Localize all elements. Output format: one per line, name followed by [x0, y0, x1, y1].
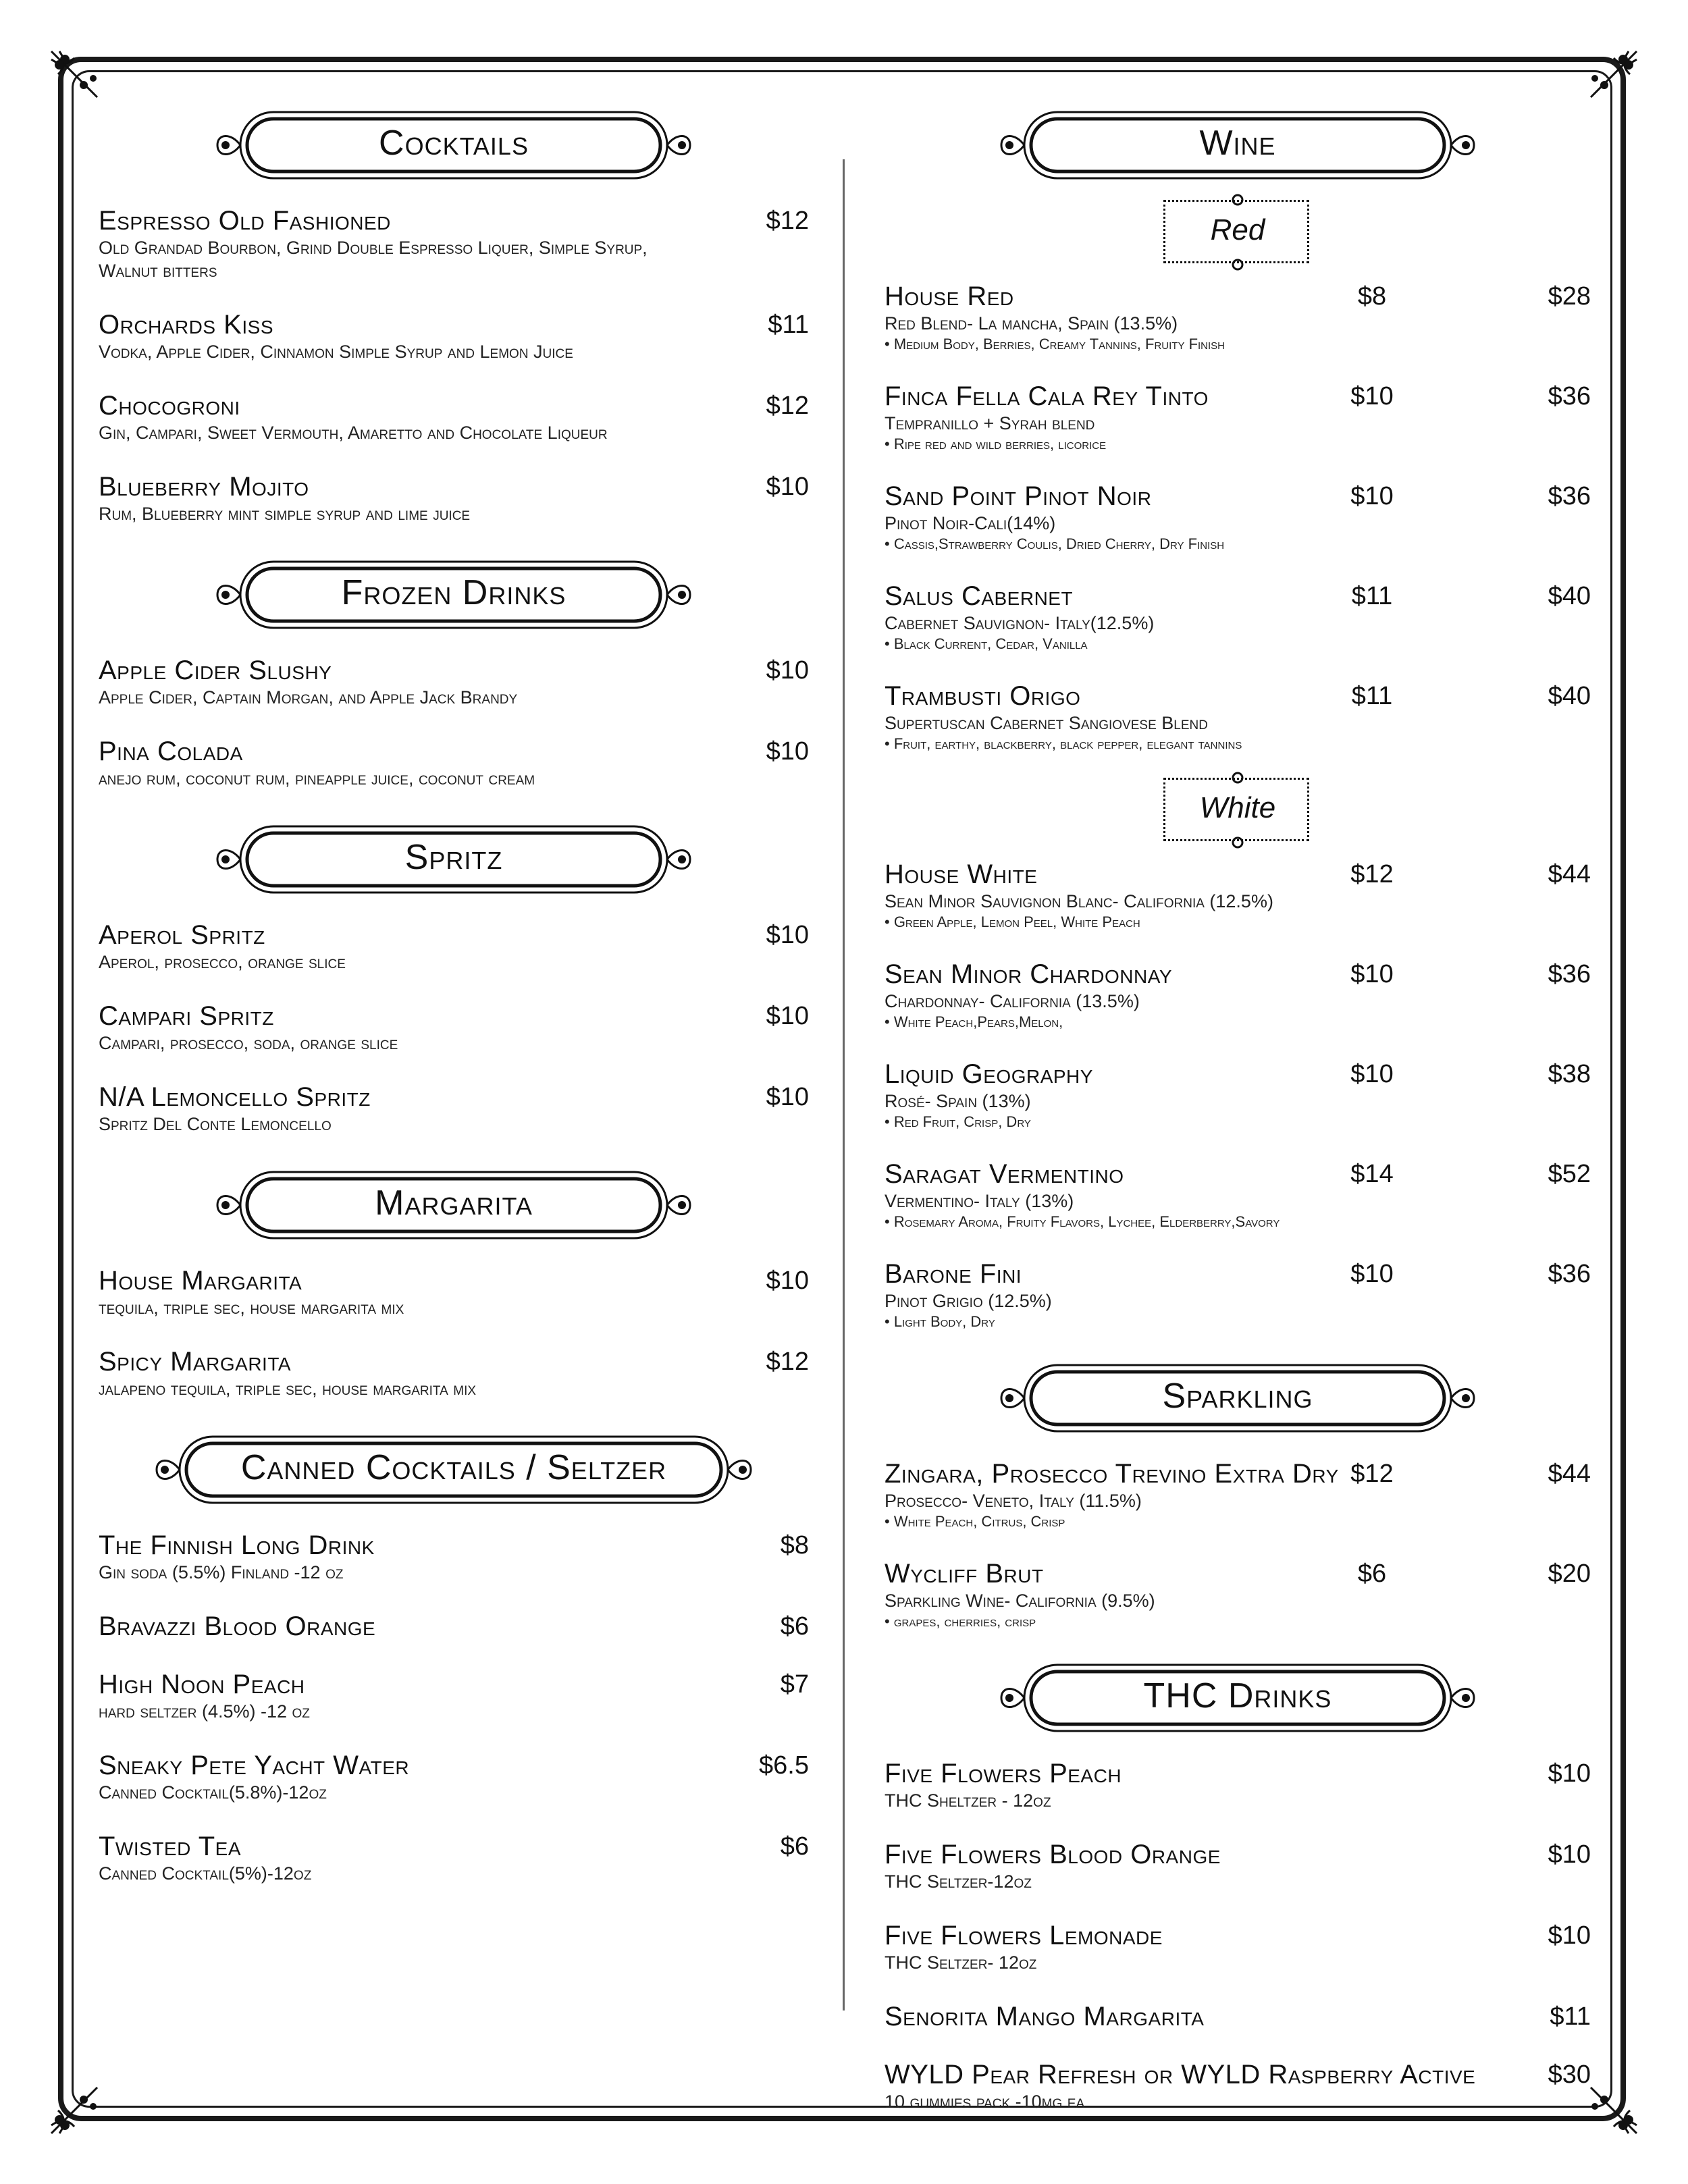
glass-price: $6 — [1357, 1560, 1387, 1588]
item-price: $10 — [766, 921, 809, 949]
section-header-wine — [995, 105, 1481, 185]
item-tasting-note: • Fruit, earthy, blackberry, black pepper, elegant tannins — [885, 735, 1242, 752]
item-description: Old Grandad Bourbon, Grind Double Espresso Liquer, Simple Syrup, Walnut bitters — [99, 238, 648, 281]
section-header-margarita — [211, 1165, 697, 1245]
item-price: $12 — [766, 392, 809, 420]
item-price: $12 — [766, 207, 809, 235]
menu-item — [99, 1001, 809, 1055]
glass-price: $11 — [1351, 582, 1393, 610]
item-description: Pinot Noir-Cali(14%) — [885, 513, 1056, 533]
item-description: Pinot Grigio (12.5%) — [885, 1291, 1052, 1311]
item-price: $10 — [766, 1002, 809, 1030]
menu-item — [99, 655, 809, 709]
item-tasting-note: • Black Current, Cedar, Vanilla — [885, 635, 1088, 652]
menu-item — [99, 471, 809, 525]
section-thc-drinks — [885, 1658, 1591, 2113]
menu-item — [885, 1158, 1591, 1231]
wine-subheader-label: Red — [1210, 213, 1265, 246]
menu-item — [885, 381, 1591, 454]
menu-item — [885, 281, 1591, 354]
menu-item — [99, 205, 809, 282]
item-description: Supertuscan Cabernet Sangiovese Blend — [885, 713, 1208, 733]
section-cocktails — [99, 105, 809, 525]
item-name: House Margarita — [99, 1266, 302, 1296]
item-price: $10 — [1548, 1921, 1591, 1950]
item-name: House Red — [885, 282, 1014, 311]
menu-item — [99, 309, 809, 363]
bottle-price: $44 — [1548, 860, 1591, 888]
item-name: Barone Fini — [885, 1259, 1022, 1289]
item-description: Campari, prosecco, soda, orange slice — [99, 1033, 398, 1053]
bottle-price: $36 — [1548, 382, 1591, 410]
item-price: $10 — [766, 473, 809, 501]
section-spritz — [99, 820, 809, 1136]
item-tasting-note: • Green Apple, Lemon Peel, White Peach — [885, 913, 1140, 930]
menu-item — [99, 1831, 809, 1885]
item-description: THC Sheltzer - 12oz — [885, 1790, 1051, 1811]
bottle-price: $38 — [1548, 1060, 1591, 1088]
bottle-price: $40 — [1548, 582, 1591, 610]
item-name: Sean Minor Chardonnay — [885, 959, 1173, 989]
item-description: Canned Cocktail(5%)-12oz — [99, 1863, 312, 1884]
item-description: Canned Cocktail(5.8%)-12oz — [99, 1782, 327, 1803]
item-description: jalapeno tequila, triple sec, house margarita mix — [99, 1379, 477, 1399]
menu-item — [885, 681, 1591, 753]
menu-item — [885, 859, 1591, 932]
item-description: Cabernet Sauvignon- Italy(12.5%) — [885, 613, 1155, 633]
item-name: Finca Fella Cala Rey Tinto — [885, 381, 1209, 411]
menu-item — [885, 1558, 1591, 1631]
ornament-knot-icon — [1230, 771, 1246, 784]
item-description: Vermentino- Italy (13%) — [885, 1191, 1074, 1211]
corner-flourish-top-right-icon — [1584, 45, 1643, 104]
item-name: Bravazzi Blood Orange — [99, 1612, 376, 1641]
item-name: Espresso Old Fashioned — [99, 206, 391, 236]
item-price: $10 — [766, 656, 809, 685]
item-name: Senorita Mango Margarita — [885, 2002, 1205, 2031]
menu-item — [99, 1750, 809, 1804]
section-title: Cocktails — [379, 124, 529, 163]
section-header-frozen-drinks — [211, 555, 697, 635]
item-description: 10 gummies pack -10mg ea — [885, 2092, 1085, 2112]
menu-item — [99, 1611, 809, 1642]
item-name: Five Flowers Peach — [885, 1759, 1122, 1788]
item-description: Sean Minor Sauvignon Blanc- California (12.5%) — [885, 891, 1273, 911]
item-price: $7 — [780, 1670, 809, 1699]
item-name: Chocogroni — [99, 391, 240, 421]
menu-item — [885, 1059, 1591, 1131]
section-canned-cocktails — [99, 1430, 809, 1885]
glass-price: $12 — [1350, 860, 1394, 888]
item-description: Sparkling Wine- California (9.5%) — [885, 1591, 1155, 1611]
section-sparkling — [885, 1358, 1591, 1631]
section-title: Canned Cocktails / Seltzer — [240, 1448, 667, 1487]
section-wine — [885, 105, 1591, 1331]
glass-price: $10 — [1350, 482, 1394, 510]
item-name: The Finnish Long Drink — [99, 1530, 375, 1560]
item-description: Spritz Del Conte Lemoncello — [99, 1114, 332, 1134]
item-name: Campari Spritz — [99, 1001, 274, 1031]
corner-flourish-top-left-icon — [45, 45, 104, 104]
menu-item — [885, 581, 1591, 654]
item-price: $30 — [1548, 2060, 1591, 2089]
item-price: $8 — [780, 1531, 809, 1560]
section-header-thc-drinks — [995, 1658, 1481, 1738]
ornament-knot-icon — [1230, 836, 1246, 849]
item-price: $6 — [780, 1832, 809, 1861]
item-price: $6.5 — [759, 1751, 809, 1780]
menu-item — [885, 1258, 1591, 1331]
menu-item — [99, 1082, 809, 1136]
menu-item — [885, 959, 1591, 1032]
glass-price: $14 — [1350, 1160, 1394, 1188]
item-price: $10 — [766, 737, 809, 766]
item-price: $12 — [766, 1348, 809, 1376]
menu-item — [885, 481, 1591, 554]
section-header-canned-cocktails — [150, 1430, 758, 1510]
corner-flourish-bottom-left-icon — [45, 2081, 104, 2140]
section-title: Wine — [1199, 124, 1276, 163]
item-tasting-note: • White Peach, Citrus, Crisp — [885, 1513, 1065, 1530]
item-name: Saragat Vermentino — [885, 1159, 1124, 1189]
glass-price: $10 — [1350, 1260, 1394, 1288]
menu-item — [885, 1839, 1591, 1893]
wine-subheader-label: White — [1199, 791, 1276, 824]
item-name: Sneaky Pete Yacht Water — [99, 1751, 410, 1780]
bottle-price: $44 — [1548, 1460, 1591, 1488]
item-name: Five Flowers Blood Orange — [885, 1840, 1221, 1869]
item-tasting-note: • Rosemary Aroma, Fruity Flavors, Lychee, Elderberry,Savory — [885, 1213, 1280, 1230]
item-description: Prosecco- Veneto, Italy (11.5%) — [885, 1491, 1142, 1511]
item-name: N/A Lemoncello Spritz — [99, 1082, 371, 1112]
menu-item — [99, 1669, 809, 1723]
section-header-spritz — [211, 820, 697, 899]
glass-price: $12 — [1350, 1460, 1394, 1488]
item-name: Apple Cider Slushy — [99, 656, 332, 685]
item-price: $11 — [768, 311, 809, 339]
menu-item — [99, 1346, 809, 1400]
glass-price: $10 — [1350, 382, 1394, 410]
section-title: Spritz — [404, 838, 503, 877]
bottle-price: $20 — [1548, 1560, 1591, 1588]
bottle-price: $28 — [1548, 282, 1591, 311]
item-description: anejo rum, coconut rum, pineapple juice, coconut cream — [99, 768, 535, 789]
item-price: $10 — [1548, 1759, 1591, 1788]
wine-subheader-white — [1163, 770, 1312, 838]
item-name: Sand Point Pinot Noir — [885, 481, 1152, 511]
item-name: Pina Colada — [99, 737, 243, 766]
item-name: High Noon Peach — [99, 1670, 305, 1699]
item-description: Rum, Blueberry mint simple syrup and lime juice — [99, 504, 471, 524]
item-name: House White — [885, 859, 1038, 889]
item-name: Five Flowers Lemonade — [885, 1921, 1163, 1950]
item-description: Gin soda (5.5%) Finland -12 oz — [99, 1562, 344, 1582]
section-header-cocktails — [211, 105, 697, 185]
menu-column-right — [885, 105, 1591, 2143]
menu-item — [99, 390, 809, 444]
item-description: Rosé- Spain (13%) — [885, 1091, 1031, 1111]
menu-item — [885, 2059, 1591, 2113]
section-title: Margarita — [375, 1183, 533, 1223]
bottle-price: $36 — [1548, 1260, 1591, 1288]
section-margarita — [99, 1165, 809, 1400]
item-description: hard seltzer (4.5%) -12 oz — [99, 1701, 310, 1722]
menu-item — [885, 1758, 1591, 1812]
glass-price: $10 — [1350, 960, 1394, 988]
item-name: Spicy Margarita — [99, 1347, 292, 1377]
item-description: THC Seltzer- 12oz — [885, 1952, 1037, 1973]
item-price: $11 — [1550, 2002, 1591, 2031]
item-name: Twisted Tea — [99, 1832, 241, 1861]
item-name: Orchards Kiss — [99, 310, 273, 340]
item-name: WYLD Pear Refresh or WYLD Raspberry Active — [885, 2060, 1476, 2089]
column-divider — [843, 159, 845, 2010]
item-tasting-note: • Cassis,Strawberry Coulis, Dried Cherry, Dry Finish — [885, 535, 1225, 552]
corner-flourish-bottom-right-icon — [1584, 2081, 1643, 2140]
section-title: Frozen Drinks — [341, 573, 566, 612]
item-tasting-note: • Ripe red and wild berries, licorice — [885, 435, 1107, 452]
section-title: Sparkling — [1162, 1377, 1313, 1416]
item-name: Salus Cabernet — [885, 581, 1074, 611]
bottle-price: $36 — [1548, 960, 1591, 988]
ornament-knot-icon — [1230, 258, 1246, 271]
item-description: Red Blend- La mancha, Spain (13.5%) — [885, 313, 1178, 334]
menu-column-left — [99, 105, 809, 1915]
item-description: tequila, triple sec, house margarita mix — [99, 1298, 404, 1318]
glass-price: $11 — [1351, 682, 1393, 710]
item-tasting-note: • Light Body, Dry — [885, 1313, 995, 1330]
wine-subheader-red — [1163, 192, 1312, 261]
item-tasting-note: • Medium Body, Berries, Creamy Tannins, Fruity Finish — [885, 336, 1225, 352]
item-description: Chardonnay- California (13.5%) — [885, 991, 1140, 1011]
menu-item — [99, 1265, 809, 1319]
section-header-sparkling — [995, 1358, 1481, 1438]
item-name: Trambusti Origo — [885, 681, 1081, 711]
item-price: $10 — [1548, 1840, 1591, 1869]
item-price: $6 — [780, 1612, 809, 1641]
glass-price: $10 — [1350, 1060, 1394, 1088]
menu-item — [885, 1458, 1591, 1531]
item-description: Aperol, prosecco, orange slice — [99, 952, 346, 972]
item-name: Blueberry Mojito — [99, 472, 309, 502]
item-description: THC Seltzer-12oz — [885, 1871, 1032, 1892]
item-price: $10 — [766, 1267, 809, 1295]
section-frozen-drinks — [99, 555, 809, 790]
menu-item — [99, 1530, 809, 1584]
menu-item — [885, 1920, 1591, 1974]
item-tasting-note: • grapes, cherries, crisp — [885, 1613, 1036, 1630]
item-tasting-note: • White Peach,Pears,Melon, — [885, 1013, 1063, 1030]
item-name: Zingara, Prosecco Trevino Extra Dry — [885, 1459, 1339, 1489]
bottle-price: $52 — [1548, 1160, 1591, 1188]
section-title: THC Drinks — [1143, 1676, 1332, 1715]
item-description: Vodka, Apple Cider, Cinnamon Simple Syrup and Lemon Juice — [99, 342, 573, 362]
menu-item — [885, 2001, 1591, 2032]
bottle-price: $40 — [1548, 682, 1591, 710]
item-name: Liquid Geography — [885, 1059, 1093, 1089]
menu-item — [99, 736, 809, 790]
item-tasting-note: • Red Fruit, Crisp, Dry — [885, 1113, 1031, 1130]
item-description: Apple Cider, Captain Morgan, and Apple Jack Brandy — [99, 687, 518, 708]
menu-item — [99, 920, 809, 974]
item-price: $10 — [766, 1083, 809, 1111]
ornament-knot-icon — [1230, 193, 1246, 207]
item-description: Gin, Campari, Sweet Vermouth, Amaretto and Chocolate Liqueur — [99, 423, 608, 443]
item-name: Aperol Spritz — [99, 920, 265, 950]
item-name: Wycliff Brut — [885, 1559, 1044, 1589]
glass-price: $8 — [1357, 282, 1387, 311]
bottle-price: $36 — [1548, 482, 1591, 510]
item-description: Tempranillo + Syrah blend — [885, 413, 1095, 433]
